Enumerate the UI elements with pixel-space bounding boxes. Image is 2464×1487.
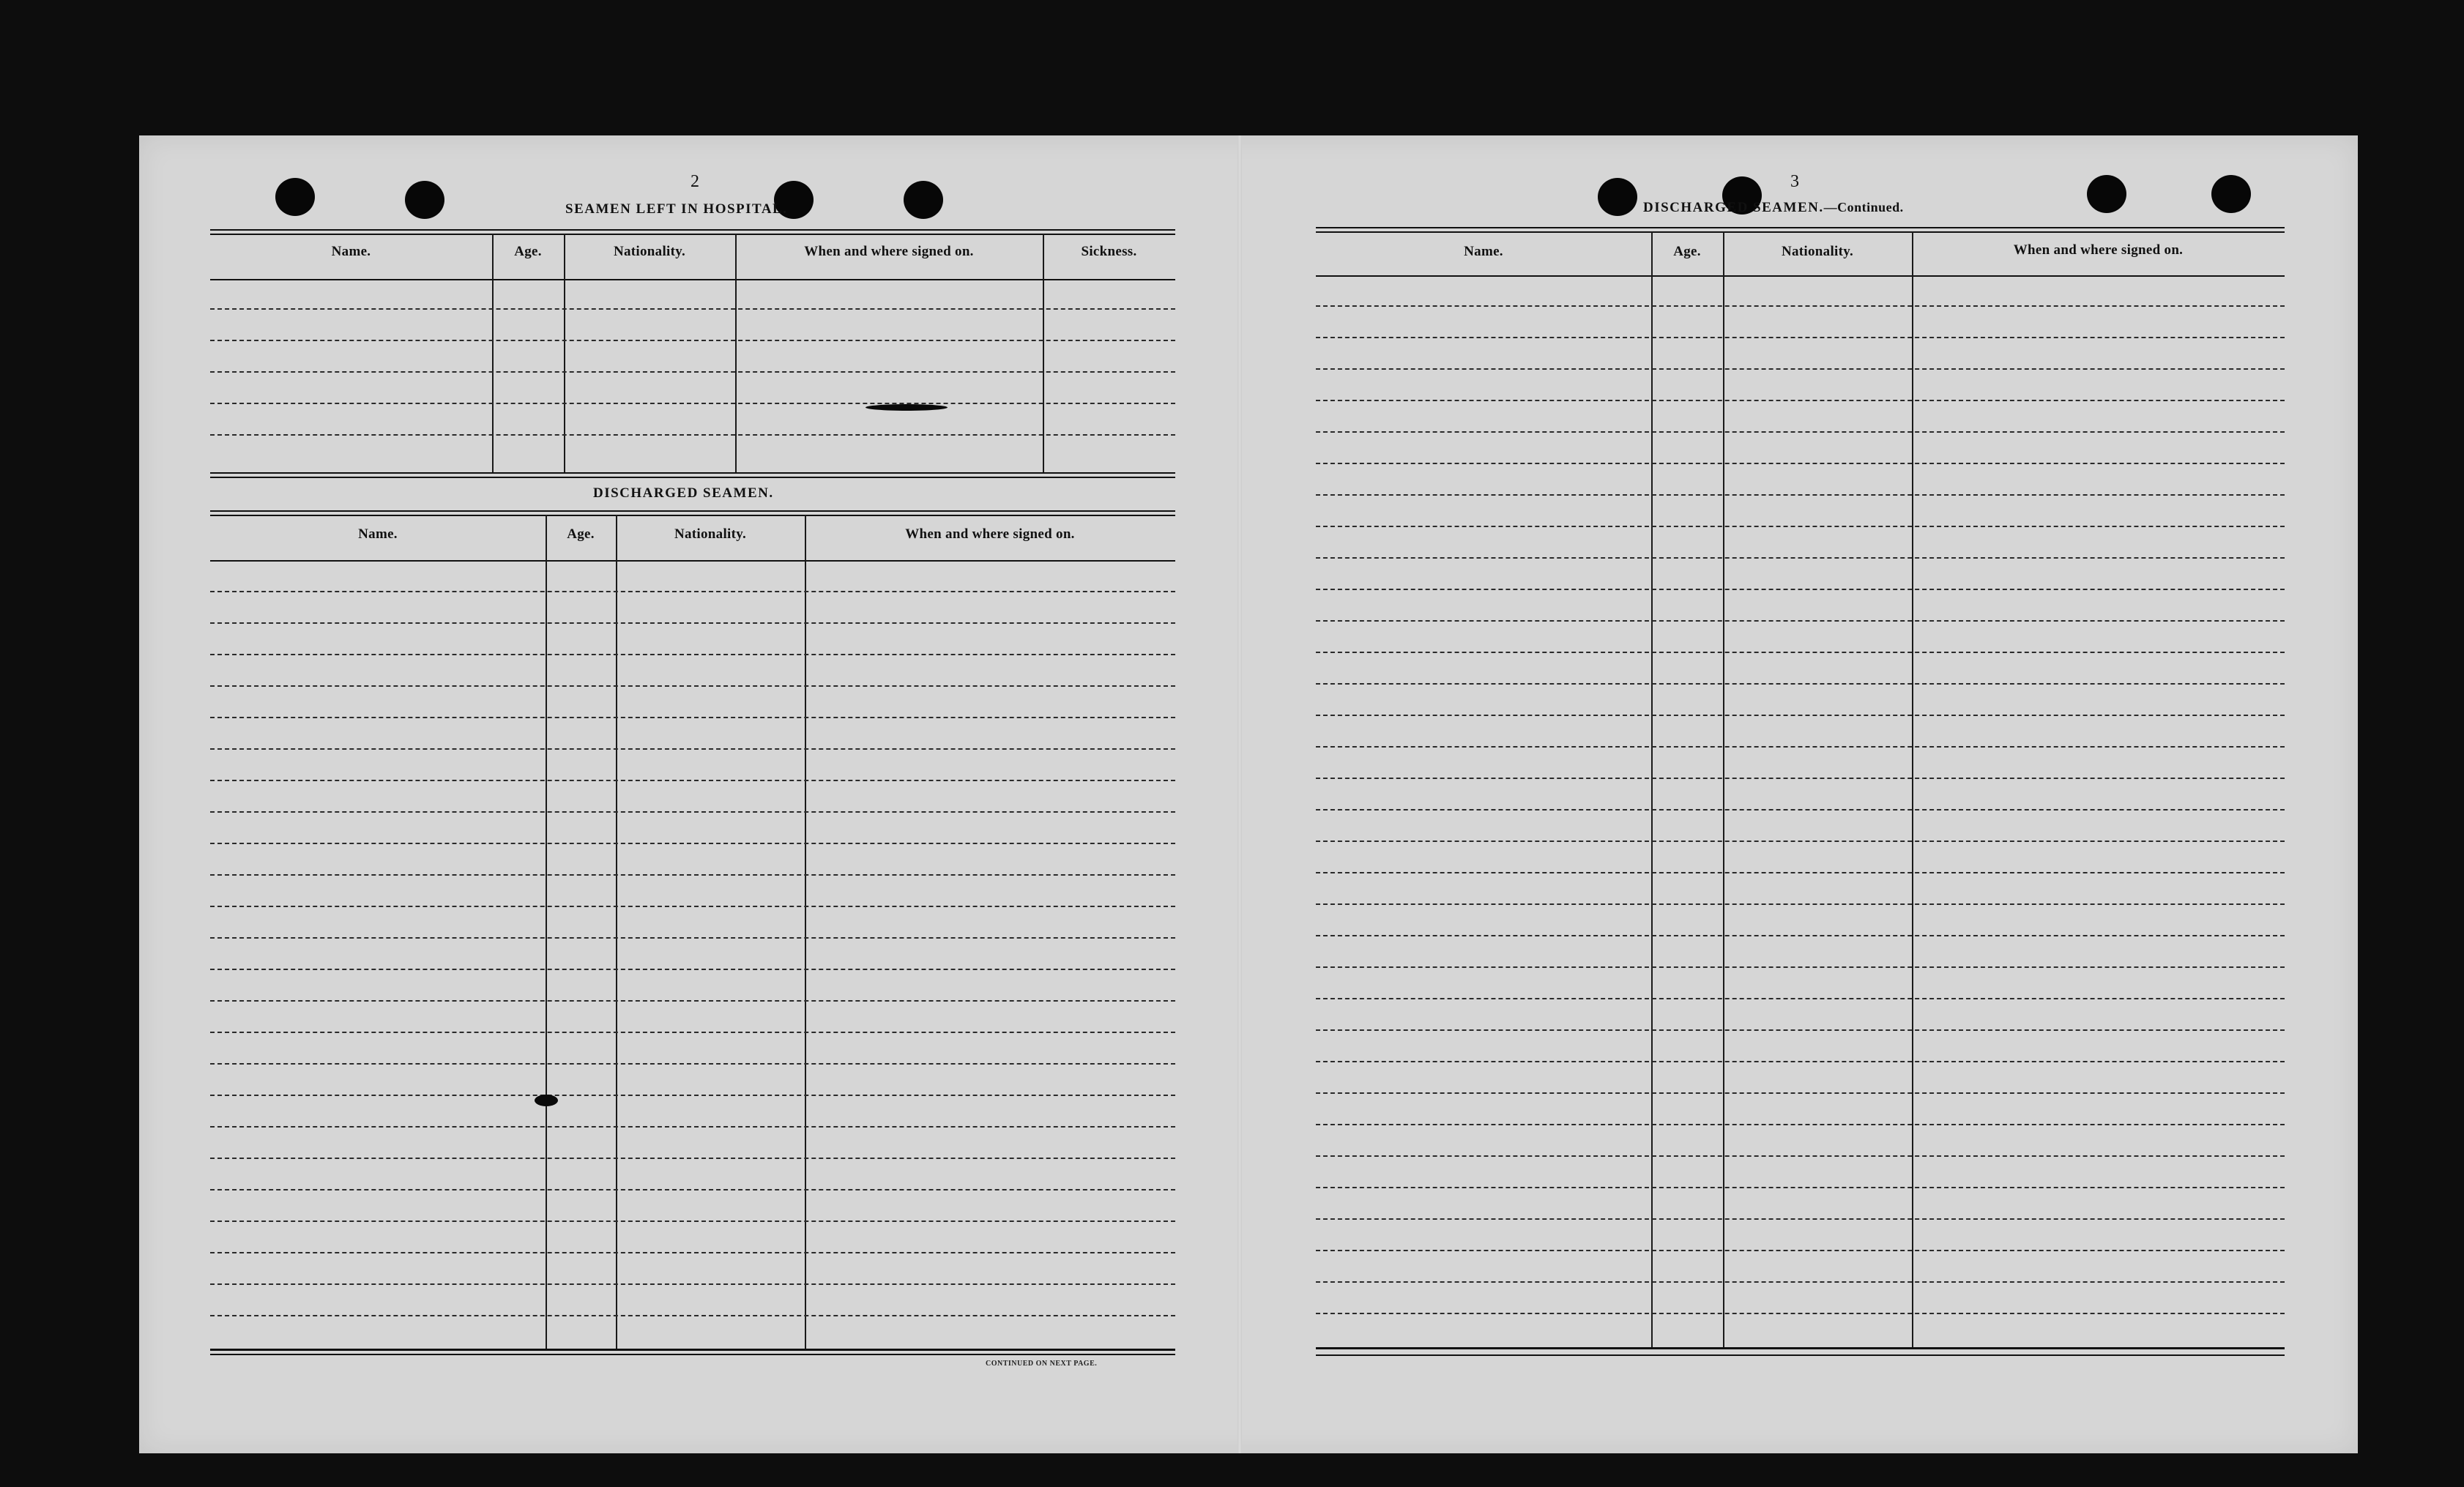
discharged-entry-line <box>210 591 1175 592</box>
discharged-entry-line <box>210 1126 1175 1128</box>
discharged-entry-line <box>210 1063 1175 1065</box>
discharged-entry-line <box>210 1252 1175 1253</box>
right-entry-line <box>1316 400 2285 401</box>
right-entry-line <box>1316 841 2285 842</box>
right-entry-line <box>1316 557 2285 559</box>
discharged-section-title: DISCHARGED SEAMEN. <box>593 485 774 501</box>
right-entry-line <box>1316 463 2285 464</box>
discharged-header-rule <box>210 560 1175 562</box>
discharged-entry-line <box>210 622 1175 624</box>
right-entry-line <box>1316 715 2285 716</box>
discharged-entry-line <box>210 717 1175 718</box>
hospital-header-rule <box>210 279 1175 280</box>
page-fold <box>1237 135 1242 1453</box>
punch-hole <box>1598 178 1637 216</box>
right-bottom-rule <box>1316 1347 2285 1349</box>
right-entry-line <box>1316 494 2285 496</box>
right-entry-line <box>1316 1281 2285 1283</box>
discharged-entry-line <box>210 685 1175 687</box>
discharged-entry-line <box>210 843 1175 844</box>
discharged-entry-line <box>210 1032 1175 1033</box>
discharged-entry-line <box>210 1158 1175 1159</box>
hospital-bottom-rule <box>210 472 1175 474</box>
right-entry-line <box>1316 998 2285 999</box>
right-title-main: DISCHARGED SEAMEN. <box>1643 200 1824 215</box>
right-entry-line <box>1316 1250 2285 1251</box>
hospital-entry-line <box>210 308 1175 310</box>
discharged-col-age: Age. <box>567 526 595 542</box>
right-header-rule <box>1316 275 2285 277</box>
right-entry-line <box>1316 872 2285 873</box>
right-entry-line <box>1316 1218 2285 1220</box>
hospital-entry-line <box>210 340 1175 341</box>
right-entry-line <box>1316 526 2285 527</box>
discharged-top-rule <box>210 515 1175 516</box>
hospital-column-divider <box>492 234 494 472</box>
right-column-divider <box>1723 231 1724 1347</box>
discharged-entry-line <box>210 1095 1175 1096</box>
punch-hole <box>275 178 315 216</box>
discharged-entry-line <box>210 1189 1175 1190</box>
continued-footnote: CONTINUED ON NEXT PAGE. <box>986 1360 1098 1368</box>
right-entry-line <box>1316 652 2285 653</box>
right-entry-line <box>1316 746 2285 748</box>
punch-hole <box>904 181 943 219</box>
right-entry-line <box>1316 620 2285 622</box>
punch-hole <box>2087 175 2126 213</box>
discharged-top-rule <box>210 510 1175 512</box>
discharged-entry-line <box>210 1315 1175 1316</box>
ink-smudge <box>866 404 948 411</box>
hospital-bottom-rule <box>210 477 1175 478</box>
discharged-bottom-rule <box>210 1349 1175 1351</box>
right-column-divider <box>1651 231 1653 1347</box>
discharged-entry-line <box>210 937 1175 939</box>
right-entry-line <box>1316 1029 2285 1031</box>
hospital-column-divider <box>735 234 737 472</box>
right-entry-line <box>1316 589 2285 590</box>
hospital-section-title: SEAMEN LEFT IN HOSPITAL. <box>565 201 788 217</box>
right-entry-line <box>1316 966 2285 968</box>
hospital-top-rule <box>210 234 1175 235</box>
ink-smudge <box>535 1095 558 1106</box>
discharged-entry-line <box>210 874 1175 876</box>
discharged-column-divider <box>805 515 806 1349</box>
right-entry-line <box>1316 1313 2285 1314</box>
discharged-column-divider <box>546 515 547 1349</box>
punch-hole <box>405 181 444 219</box>
discharged-entry-line <box>210 748 1175 750</box>
right-section-title <box>1643 200 1904 216</box>
right-entry-line <box>1316 935 2285 936</box>
right-entry-line <box>1316 809 2285 810</box>
right-title-suffix: —Continued. <box>1823 200 1904 215</box>
hospital-entry-line <box>210 434 1175 436</box>
hospital-column-divider <box>564 234 565 472</box>
right-entry-line <box>1316 337 2285 338</box>
right-entry-line <box>1316 1187 2285 1188</box>
discharged-column-divider <box>616 515 617 1349</box>
discharged-entry-line <box>210 654 1175 655</box>
punch-hole <box>2211 175 2251 213</box>
discharged-bottom-rule <box>210 1354 1175 1355</box>
discharged-entry-line <box>210 906 1175 907</box>
ledger-spread <box>139 135 2358 1453</box>
hospital-col-signed-on: When and where signed on. <box>804 244 974 259</box>
right-entry-line <box>1316 305 2285 307</box>
discharged-entry-line <box>210 780 1175 781</box>
right-col-nationality: Nationality. <box>1781 244 1854 259</box>
right-top-rule <box>1316 227 2285 228</box>
hospital-entry-line <box>210 371 1175 373</box>
right-entry-line <box>1316 683 2285 685</box>
hospital-column-divider <box>1043 234 1044 472</box>
right-entry-line <box>1316 1124 2285 1125</box>
discharged-col-nationality: Nationality. <box>674 526 747 542</box>
right-entry-line <box>1316 431 2285 433</box>
discharged-entry-line <box>210 969 1175 970</box>
right-top-rule <box>1316 231 2285 233</box>
right-entry-line <box>1316 1061 2285 1062</box>
hospital-col-nationality: Nationality. <box>613 244 686 259</box>
hospital-entry-line <box>210 403 1175 404</box>
right-column-divider <box>1912 231 1913 1347</box>
discharged-col-name: Name. <box>358 526 398 542</box>
discharged-entry-line <box>210 811 1175 813</box>
right-bottom-rule <box>1316 1354 2285 1356</box>
discharged-entry-line <box>210 1220 1175 1222</box>
right-entry-line <box>1316 368 2285 370</box>
right-col-name: Name. <box>1464 244 1503 259</box>
right-entry-line <box>1316 903 2285 905</box>
hospital-top-rule <box>210 229 1175 231</box>
right-entry-line <box>1316 1092 2285 1094</box>
discharged-entry-line <box>210 1000 1175 1002</box>
right-col-age: Age. <box>1673 244 1701 259</box>
page-number-right: 3 <box>1790 172 1800 191</box>
discharged-entry-line <box>210 1283 1175 1285</box>
right-col-signed-on: When and where signed on. <box>2013 242 2184 258</box>
hospital-col-name: Name. <box>331 244 371 259</box>
hospital-col-sickness: Sickness. <box>1081 244 1137 259</box>
hospital-col-age: Age. <box>514 244 542 259</box>
discharged-col-signed-on: When and where signed on. <box>905 526 1075 542</box>
right-entry-line <box>1316 778 2285 779</box>
right-entry-line <box>1316 1155 2285 1157</box>
page-number-left: 2 <box>691 172 700 191</box>
